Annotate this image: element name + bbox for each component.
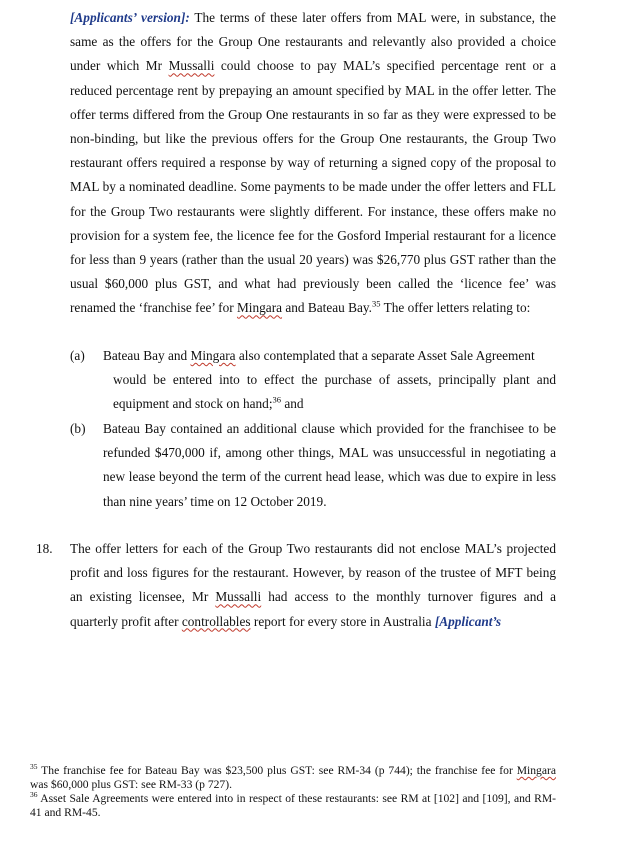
sub-a-line1-pre: Bateau Bay and: [103, 348, 191, 363]
footnote-ref-35: 35: [372, 299, 381, 310]
footnote-35-text-2: was $60,000 plus GST: see RM-33 (p 727).: [30, 778, 232, 791]
spell-flag-mussalli: Mussalli: [168, 58, 215, 74]
paragraph-17-continuation: [70, 6, 556, 321]
spell-flag-mingara-a: Mingara: [190, 348, 236, 363]
sub-label-a: (a): [70, 348, 85, 363]
paragraph-number-18: 18.: [36, 541, 53, 556]
footnote-36: [30, 792, 556, 820]
p18-text-3: report for every store in Australia: [250, 613, 435, 629]
footnote-number-36: 36: [30, 790, 38, 800]
spell-flag-controllables: controllables: [181, 613, 251, 629]
footnote-ref-36: 36: [272, 394, 282, 405]
sub-a-continuation: [103, 368, 556, 416]
sub-text-b: Bateau Bay contained an additional clause which provided for the franchisee to be refunded $470,000 if, among other things, MAL was unsuccessful in negotiating a new lease beyond the term of the current head lease, which was due to expire in less than nine years’ time on 12 October 2019.: [103, 421, 556, 509]
spell-flag-mingara: Mingara: [236, 300, 283, 316]
sub-a-line1-post: also contemplated that a separate Asset Sale Agreement: [235, 348, 535, 363]
paragraph-18: [70, 537, 556, 634]
sub-text-a: [103, 344, 556, 417]
spell-flag-mussalli-18: Mussalli: [215, 589, 262, 605]
footnote-35: [30, 764, 556, 792]
sub-label-b: (b): [70, 421, 86, 436]
intro-text-1: The terms of these later offers from MAL were, in substance, the same as the offers for the Group One restaurants and relevantly also provided a choice under which Mr: [70, 10, 556, 74]
sub-a-rest: would be entered into to effect the purchase of assets, principally plant and equipment and stock on hand;: [113, 372, 556, 412]
spell-flag-mingara-fn: Mingara: [516, 764, 556, 777]
intro-text-3: and Bateau Bay.: [282, 300, 372, 316]
sub-a-tail: and: [281, 396, 304, 412]
p18-text-2: had access to the monthly turnover figures and a quarterly profit after: [70, 589, 556, 629]
footnote-35-text-1: The franchise fee for Bateau Bay was $23,500 plus GST: see RM-34 (p 744); the franchise fee for: [37, 764, 517, 777]
p18-text-1: The offer letters for each of the Group Two restaurants did not enclose MAL’s projected profit and loss figures for the restaurant. However, by reason of the trustee of MFT being an existing licensee, Mr: [70, 541, 556, 605]
applicants-version-label-18: [Applicant’s: [434, 613, 502, 629]
intro-text-2: could choose to pay MAL’s specified percentage rent or a reduced percentage rent by prepaying an amount specified by MAL in the offer letter. The offer terms differed from the Group One restaurants in so far as they were expressed to be non-binding, but like the previous offers for the Group One restaurants, the Group Two restaurant offers required a response by way of returning a signed copy of the proposal to MAL by a nominated deadline. Some payments to be made under the offer letters and FLL for the Group Two restaurants were slightly different. For instance, these offers make no provision for a system fee, the licence fee for the Gosford Imperial restaurant for a licence for less than 9 years (rather than the usual 20 years) was $26,770 plus GST rather than the usual $60,000 plus GST, and what had previously been called the ‘licence fee’ was renamed the ‘franchise fee’ for: [70, 58, 556, 316]
intro-text-4: The offer letters relating to:: [380, 300, 531, 316]
footnotes: [30, 764, 556, 820]
footnote-number-35: 35: [30, 762, 38, 772]
applicants-version-label: [Applicants’ version]:: [70, 10, 190, 25]
footnote-36-text: Asset Sale Agreements were entered into in respect of these restaurants: see RM at [102] and [109], and RM-41 and RM-45.: [30, 792, 556, 819]
